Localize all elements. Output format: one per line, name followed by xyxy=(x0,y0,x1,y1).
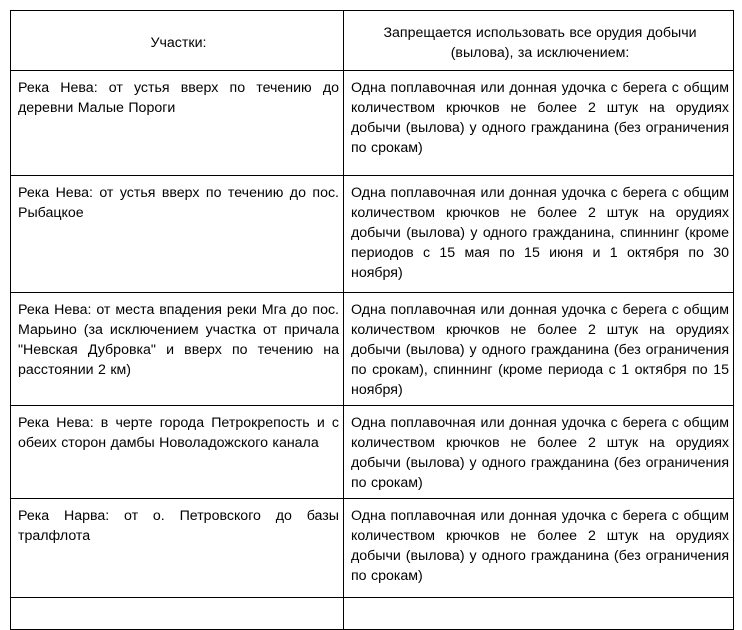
exception-cell: Одна поплавочная или донная удочка с берега с общим количеством крючков не более 2 штук на орудиях добычи (вылова) у одного гражданина (без ограничения по срокам), спиннинг (кроме периода с 1 октября по 15 ноября) xyxy=(344,293,734,406)
table-row xyxy=(11,176,734,293)
header-prohibition: Запрещается использовать все орудия добычи (вылова), за исключением: xyxy=(344,11,734,71)
table-row xyxy=(11,293,734,406)
exception-cell-empty xyxy=(344,598,734,630)
table-row xyxy=(11,406,734,499)
section-cell: Река Нева: от устья вверх по течению до пос. Рыбацкое xyxy=(11,176,344,293)
section-cell: Река Нарва: от о. Петровского до базы тралфлота xyxy=(11,499,344,598)
exception-cell: Одна поплавочная или донная удочка с берега с общим количеством крючков не более 2 штук на орудиях добычи (вылова) у одного гражданина (без ограничения по срокам) xyxy=(344,71,734,176)
header-sections: Участки: xyxy=(11,11,344,71)
table-row-partial xyxy=(11,598,734,630)
table-row xyxy=(11,499,734,598)
exception-cell: Одна поплавочная или донная удочка с берега с общим количеством крючков не более 2 штук на орудиях добычи (вылова) у одного гражданина (без ограничения по срокам) xyxy=(344,406,734,499)
table-row xyxy=(11,71,734,176)
exception-cell: Одна поплавочная или донная удочка с берега с общим количеством крючков не более 2 штук на орудиях добычи (вылова) у одного гражданина (без ограничения по срокам) xyxy=(344,499,734,598)
section-cell-empty xyxy=(11,598,344,630)
table-header-row xyxy=(11,11,734,71)
exception-cell: Одна поплавочная или донная удочка с берега с общим количеством крючков не более 2 штук на орудиях добычи (вылова) у одного гражданина, спиннинг (кроме периодов с 15 мая по 15 июня и 1 октября по 30 ноября) xyxy=(344,176,734,293)
section-cell: Река Нева: в черте города Петрокрепость и с обеих сторон дамбы Новоладожского канала xyxy=(11,406,344,499)
section-cell: Река Нева: от устья вверх по течению до деревни Малые Пороги xyxy=(11,71,344,176)
section-cell: Река Нева: от места впадения реки Мга до пос. Марьино (за исключением участка от причала "Невская Дубровка" и вверх по течению на расстоянии 2 км) xyxy=(11,293,344,406)
fishing-rules-table xyxy=(10,10,734,630)
